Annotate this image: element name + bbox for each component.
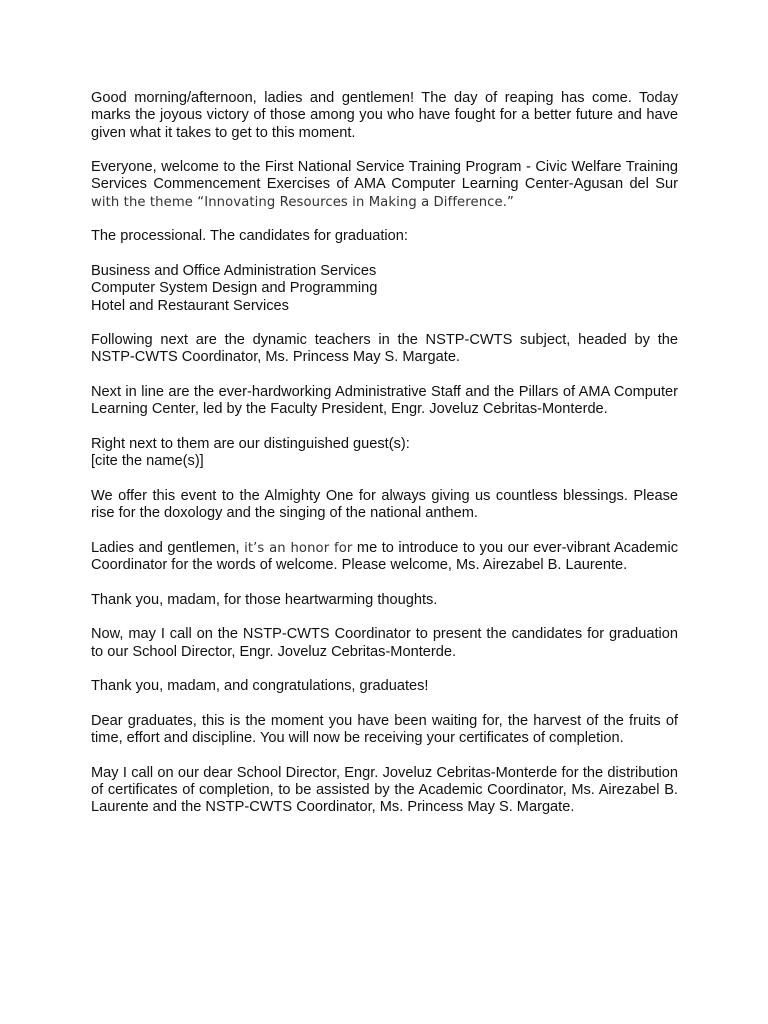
intro-text-honor: it’s an honor for	[244, 540, 353, 556]
graduates-paragraph: Dear graduates, this is the moment you have been waiting for, the harvest of the fruits of time, effort and discipline. You will now be receiving your certificates of completion.	[91, 712, 678, 746]
teachers-paragraph: Following next are the dynamic teachers in the NSTP-CWTS subject, headed by the NSTP-CWTS Coordinator, Ms. Princess May S. Margate.	[91, 332, 678, 366]
doxology-paragraph: We offer this event to the Almighty One for always giving us countless blessings. Please rise for the doxology and the singing of the national anthem.	[91, 487, 678, 522]
program-list	[91, 263, 678, 315]
guests-line: Right next to them are our distinguished guest(s):	[91, 435, 410, 452]
guests-paragraph	[91, 436, 678, 471]
presentation-paragraph: Now, may I call on the NSTP-CWTS Coordinator to present the candidates for graduation to our School Director, Engr. Joveluz Cebritas-Monterde.	[91, 626, 678, 660]
guests-placeholder: [cite the name(s)]	[91, 453, 204, 470]
introduction-paragraph	[91, 540, 678, 575]
document-body	[91, 90, 678, 834]
greeting-paragraph: Good morning/afternoon, ladies and gentlemen! The day of reaping has come. Today marks the joyous victory of those among you who have fought for a better future and have given what it takes to get to this moment.	[91, 90, 678, 141]
processional-paragraph: The processional. The candidates for graduation:	[91, 228, 408, 245]
program-item: Business and Office Administration Services	[91, 262, 377, 279]
welcome-text: Everyone, welcome to the First National Service Training Program - Civic Welfare Training Services Commencement Exercises of AMA Computer Learning Center-Agusan del Sur	[91, 159, 678, 193]
thanks-paragraph: Thank you, madam, for those heartwarming thoughts.	[91, 591, 438, 608]
congratulations-paragraph: Thank you, madam, and congratulations, graduates!	[91, 678, 429, 695]
program-item: Computer System Design and Programming	[91, 280, 378, 297]
intro-text-start: Ladies and gentlemen,	[91, 539, 245, 556]
staff-paragraph: Next in line are the ever-hardworking Administrative Staff and the Pillars of AMA Computer Learning Center, led by the Faculty President, Engr. Joveluz Cebritas-Monterde.	[91, 384, 678, 418]
welcome-paragraph	[91, 159, 678, 211]
theme-text: with the theme “Innovating Resources in Making a Difference.”	[91, 194, 514, 210]
program-item: Hotel and Restaurant Services	[91, 297, 289, 314]
certificates-paragraph: May I call on our dear School Director, Engr. Joveluz Cebritas-Monterde for the distribution of certificates of completion, to be assisted by the Academic Coordinator, Ms. Airezabel B. Laurente and the NSTP-CWTS Coordinator, Ms. Princess May S. Margate.	[91, 764, 678, 816]
intro-text-end: me to introduce to you our ever-vibrant Academic Coordinator for the words of welcome. Please welcome, Ms. Airezabel B. Laurente.	[91, 539, 678, 574]
